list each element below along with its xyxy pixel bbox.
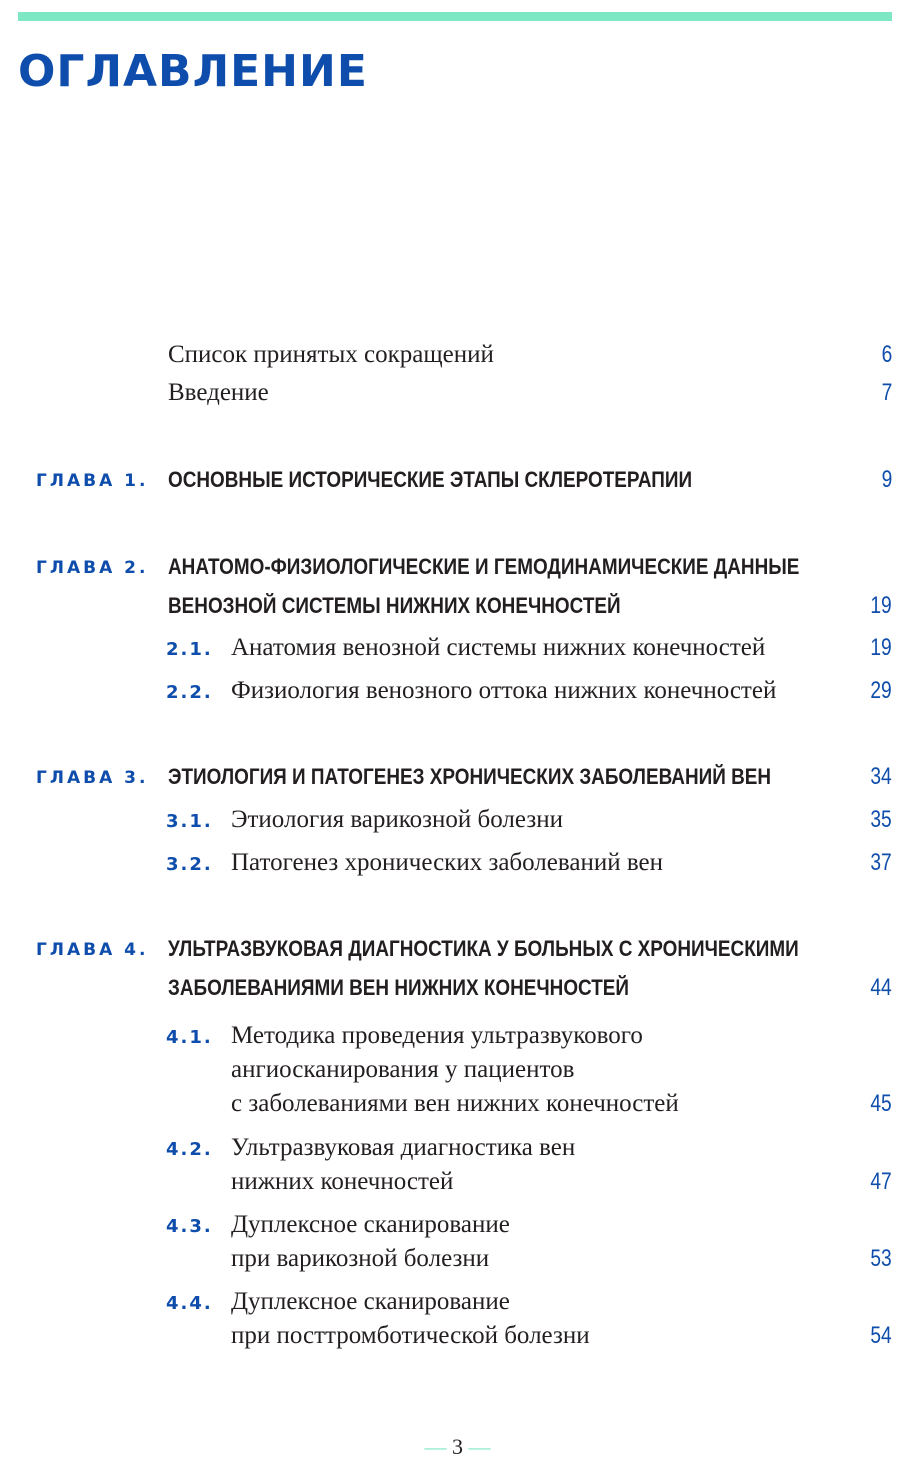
chapter-title-line: АНАТОМО-ФИЗИОЛОГИЧЕСКИЕ И ГЕМОДИНАМИЧЕСКИЕ ДАННЫЕ [168, 554, 800, 579]
section-page: 53 [870, 1245, 892, 1272]
chapter-title: ОСНОВНЫЕ ИСТОРИЧЕСКИЕ ЭТАПЫ СКЛЕРОТЕРАПИИ [168, 467, 693, 492]
toc-entry-introduction[interactable] [0, 376, 915, 412]
section-title-line: при варикозной болезни [231, 1245, 490, 1272]
toc-section-4-4[interactable] [0, 1285, 915, 1355]
page-number-dash-left: — [424, 1434, 447, 1459]
toc-section-2-2[interactable] [0, 674, 915, 710]
chapter-title-line: ВЕНОЗНОЙ СИСТЕМЫ НИЖНИХ КОНЕЧНОСТЕЙ [168, 593, 621, 618]
section-number: 3.1. [166, 811, 213, 832]
toc-section-4-2[interactable] [0, 1131, 915, 1201]
page-number-value: 3 [452, 1434, 463, 1459]
section-number: 4.1. [166, 1027, 213, 1048]
top-accent-bar [18, 12, 892, 21]
chapter-title-line: ЗАБОЛЕВАНИЯМИ ВЕН НИЖНИХ КОНЕЧНОСТЕЙ [168, 975, 630, 1000]
toc-section-3-2[interactable] [0, 846, 915, 882]
section-number: 4.4. [166, 1293, 213, 1314]
section-page: 47 [870, 1168, 892, 1195]
chapter-label: ГЛАВА 2. [36, 558, 149, 578]
page-title: ОГЛАВЛЕНИЕ [18, 46, 368, 97]
section-title-line: с заболеваниями вен нижних конечностей [231, 1090, 679, 1117]
toc-section-4-1[interactable] [0, 1019, 915, 1123]
section-title-line: Ультразвуковая диагностика вен [231, 1134, 576, 1161]
section-title: Физиология венозного оттока нижних конечностей [231, 677, 777, 704]
section-title-line: Дуплексное сканирование [231, 1288, 510, 1315]
toc-chapter-2[interactable] [0, 548, 915, 628]
chapter-label: ГЛАВА 1. [36, 471, 149, 491]
toc-entry-title: Список принятых сокращений [168, 341, 494, 368]
chapter-label: ГЛАВА 3. [36, 768, 149, 788]
chapter-page: 19 [870, 592, 892, 619]
section-title-line: ангиосканирования у пациентов [231, 1056, 575, 1083]
page-number-dash-right: — [468, 1434, 491, 1459]
toc-section-2-1[interactable] [0, 631, 915, 667]
section-page: 29 [870, 677, 892, 704]
section-title-line: нижних конечностей [231, 1168, 454, 1195]
section-page: 54 [870, 1322, 892, 1349]
section-number: 2.2. [166, 682, 213, 703]
section-page: 19 [870, 634, 892, 661]
toc-section-3-1[interactable] [0, 803, 915, 839]
page-number [0, 1434, 915, 1460]
section-title: Патогенез хронических заболеваний вен [231, 849, 663, 876]
chapter-title: ЭТИОЛОГИЯ И ПАТОГЕНЕЗ ХРОНИЧЕСКИХ ЗАБОЛЕВАНИЙ ВЕН [168, 764, 772, 789]
section-number: 2.1. [166, 639, 213, 660]
section-title: Этиология варикозной болезни [231, 806, 563, 833]
toc-entry-page: 7 [881, 379, 892, 406]
chapter-page: 44 [870, 974, 892, 1001]
section-title: Анатомия венозной системы нижних конечностей [231, 634, 766, 661]
section-title-line: при посттромботической болезни [231, 1322, 590, 1349]
chapter-title-line: УЛЬТРАЗВУКОВАЯ ДИАГНОСТИКА У БОЛЬНЫХ С ХРОНИЧЕСКИМИ [168, 936, 799, 961]
section-number: 3.2. [166, 854, 213, 875]
toc-section-4-3[interactable] [0, 1208, 915, 1278]
section-number: 4.2. [166, 1139, 213, 1160]
chapter-page: 34 [870, 763, 892, 790]
toc-entry-abbreviations[interactable] [0, 338, 915, 374]
chapter-label: ГЛАВА 4. [36, 940, 149, 960]
toc-chapter-1[interactable] [0, 461, 915, 501]
section-page: 45 [870, 1090, 892, 1117]
toc-entry-title: Введение [168, 379, 269, 406]
section-title-line: Методика проведения ультразвукового [231, 1022, 643, 1049]
chapter-page: 9 [881, 466, 892, 493]
section-title-line: Дуплексное сканирование [231, 1211, 510, 1238]
toc-entry-page: 6 [881, 341, 892, 368]
toc-chapter-3[interactable] [0, 758, 915, 798]
section-number: 4.3. [166, 1216, 213, 1237]
section-page: 37 [870, 849, 892, 876]
section-page: 35 [870, 806, 892, 833]
toc-chapter-4[interactable] [0, 930, 915, 1010]
